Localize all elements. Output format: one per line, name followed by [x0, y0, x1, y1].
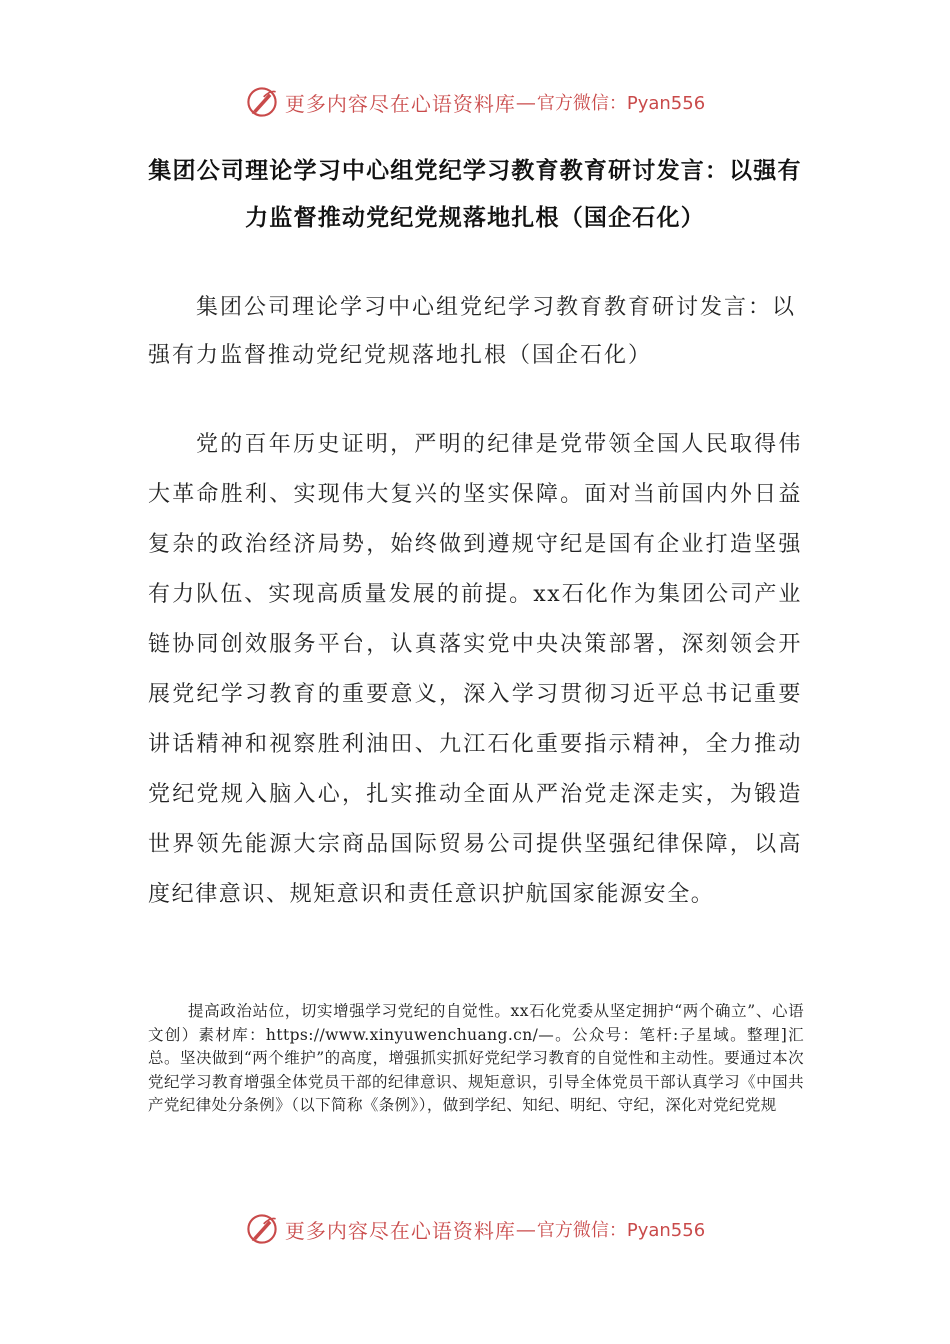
watermark-banner-bottom — [0, 1207, 950, 1251]
watermark-main-text: 更多内容尽在心语资料库 — [284, 1218, 516, 1243]
watermark-separator: — — [515, 90, 537, 114]
body-paragraph: 党的百年历史证明，严明的纪律是党带领全国人民取得伟大革命胜利、实现伟大复兴的坚实保障。面对当前国内外日益复杂的政治经济局势，始终做到遵规守纪是国有企业打造坚强有力队伍、实现高质量发展的前提。xx石化作为集团公司产业链协同创效服务平台，认真落实党中央决策部署，深刻领会开展党纪学习教育的重要意义，深入学习贯彻习近平总书记重要讲话精神和视察胜利油田、九江石化重要指示精神，全力推动党纪党规入脑入心，扎实推动全面从严治党走深走实，为锻造世界领先能源大宗商品国际贸易公司提供坚强纪律保障，以高度纪律意识、规矩意识和责任意识护航国家能源安全。 — [148, 432, 802, 907]
document-title: 集团公司理论学习中心组党纪学习教育教育研讨发言：以强有力监督推动党纪党规落地扎根（国企石化） — [148, 158, 802, 231]
small-paragraph: 提高政治站位，切实增强学习党纪的自觉性。xx石化党委从坚定拥护“两个确立”、心语文创）素材库：https://www.xinyuwenchuang.cn/—。公众号：笔杆:子星域。整理]汇总。坚决做到“两个维护”的高度，增强抓实抓好党纪学习教育的自觉性和主动性。要通过本次党纪学习教育增强全体党员干部的纪律意识、规矩意识，引导全体党员干部认真学习《中国共产党纪律处分条例》（以下简称《条例》），做到学纪、知纪、明纪、守纪，深化对党纪党规 — [148, 1002, 804, 1114]
watermark-wechat-text: 官方微信：Pyan556 — [536, 1220, 706, 1241]
pen-logo-icon — [245, 1212, 279, 1246]
watermark-banner-top — [0, 80, 950, 124]
watermark-main-text: 更多内容尽在心语资料库 — [284, 91, 516, 116]
watermark-separator: — — [515, 1217, 537, 1241]
watermark-wechat-text: 官方微信：Pyan556 — [536, 93, 706, 114]
pen-logo-icon — [245, 85, 279, 119]
document-subtitle: 集团公司理论学习中心组党纪学习教育教育研讨发言：以强有力监督推动党纪党规落地扎根（国企石化） — [148, 295, 797, 368]
